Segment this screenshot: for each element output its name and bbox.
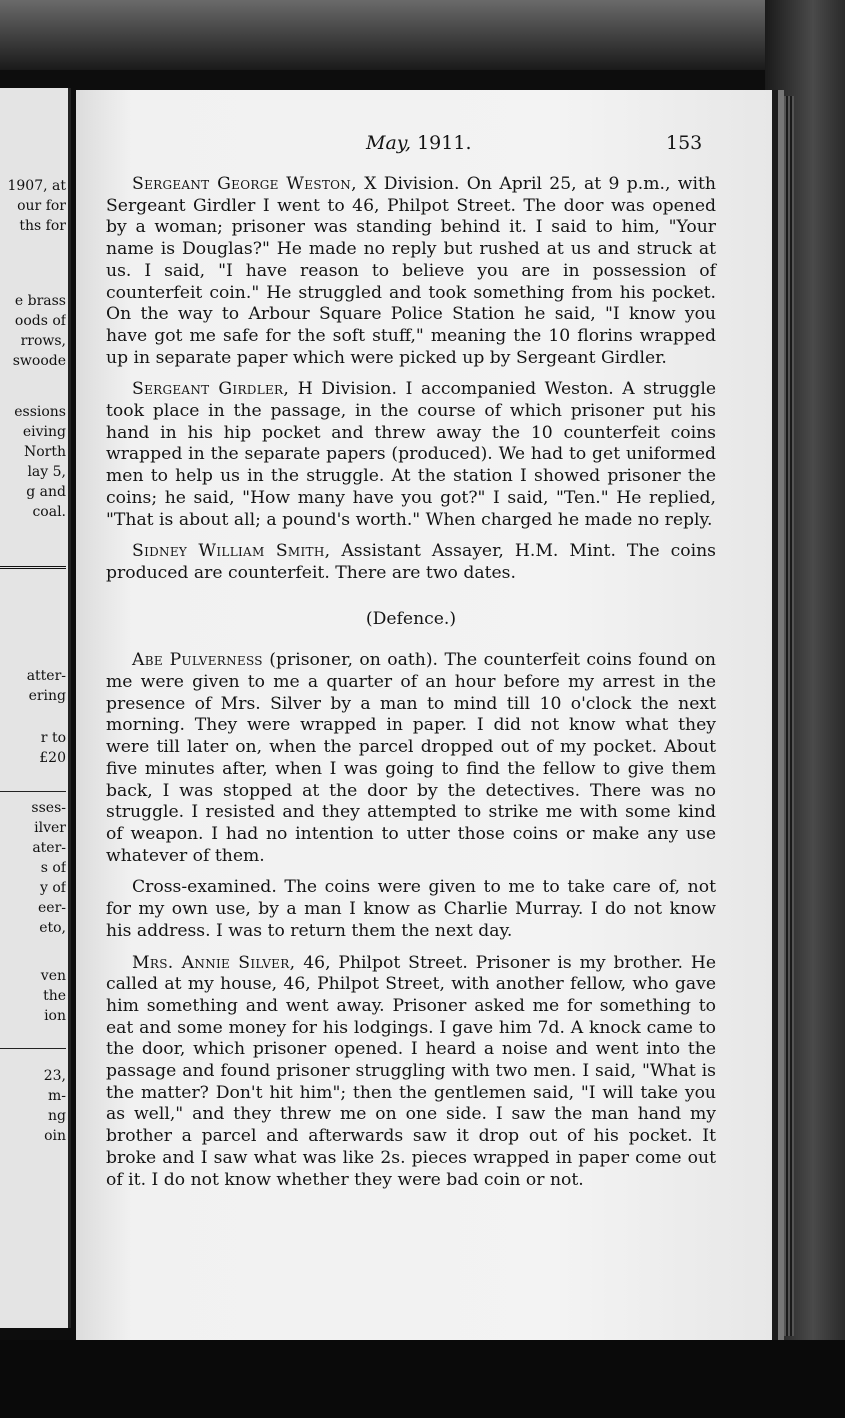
previous-page-fragment: y of bbox=[40, 880, 66, 896]
previous-page-fragment: sses- bbox=[31, 800, 66, 816]
testimony-paragraph bbox=[106, 541, 716, 584]
previous-page-fragment: atter- bbox=[26, 668, 66, 684]
witness-name: Sidney William Smith, bbox=[132, 541, 331, 562]
witness-name: Mrs. Annie Silver, bbox=[132, 952, 296, 973]
testimony-text: X Division. On April 25, at 9 p.m., with Sergeant Girdler I went to 46, Philpot Street. The door was opened by a woman; prisoner was standing behind it. I said to him, "Your name is Douglas?" He made no reply but rushed at us and struck at us. I said, "I have reason to believe you are in possession of counterfeit coin." He struggled and took something from his pocket. On the way to Arbour Square Police Station he said, "I know you have got me safe for the soft stuff," meaning the 10 florins wrapped up in separate paper which were picked up by Sergeant Girdler. bbox=[106, 174, 716, 368]
previous-page-fragment: the bbox=[43, 988, 66, 1004]
previous-page-fragment: essions bbox=[14, 404, 66, 420]
section-rule-thin bbox=[0, 791, 66, 792]
testimony-paragraph bbox=[106, 877, 716, 942]
previous-page-fragment: North bbox=[23, 444, 66, 460]
testimony-text: H Division. I accompanied Weston. A struggle took place in the passage, in the course of which prisoner put his hand in his hip pocket and threw away the 10 counterfeit coins wrapped in the separate papers (produced). We had to get uniformed men to help us in the struggle. At the station I showed prisoner the coins; he said, "How many have you got?" I said, "Ten." He replied, "That is about all; a pound's worth." When charged he made no reply. bbox=[106, 379, 716, 530]
testimony-text: (prisoner, on oath). The counterfeit coins found on me were given to me a quarter of an hour before my arrest in the presence of Mrs. Silver by a man to mind till 10 o'clock the next morning. They were wrapped in paper. I did not know what they were till later on, when the parcel dropped out of my pocket. About five minutes after, when I was going to find the fellow to give them back, I was stopped at the door by the detectives. There was no struggle. I resisted and they attempted to strike me with some kind of weapon. I had no intention to utter those coins or make any use whatever of them. bbox=[106, 650, 716, 866]
section-heading: (Defence.) bbox=[365, 608, 457, 629]
running-head: May, 1911. bbox=[366, 132, 472, 154]
witness-name: Sergeant Girdler, bbox=[132, 379, 290, 400]
section-rule bbox=[0, 566, 66, 569]
body-text bbox=[106, 174, 716, 1201]
previous-page-fragment: rrows, bbox=[20, 333, 66, 349]
testimony-text: Assistant Assayer, H.M. Mint. The coins produced are counterfeit. There are two dates. bbox=[106, 541, 716, 583]
witness-name: Sergeant George Weston, bbox=[132, 174, 357, 194]
previous-page-fragment: m- bbox=[47, 1088, 66, 1104]
previous-page-fragment: ion bbox=[44, 1008, 66, 1024]
previous-page-fragment: 23, bbox=[43, 1068, 66, 1084]
previous-page-fragment: eto, bbox=[39, 920, 66, 936]
testimony-paragraph bbox=[106, 379, 716, 531]
previous-page-fragment: ths for bbox=[19, 218, 66, 234]
previous-page-fragment: swoode bbox=[12, 353, 66, 369]
previous-page-fragment: ven bbox=[40, 968, 66, 984]
previous-page-fragment: ering bbox=[28, 688, 66, 704]
scan-background-bottom bbox=[0, 1340, 845, 1418]
previous-page-fragment: ater- bbox=[32, 840, 66, 856]
previous-page-fragment: ng bbox=[48, 1108, 66, 1124]
page-number: 153 bbox=[666, 132, 703, 154]
testimony-text: 46, Philpot Street. Prisoner is my brother. He called at my house, 46, Philpot Street, with another fellow, who gave him something and went away. Prisoner asked me for something to eat and some money for his lodgings. I gave him 7d. A knock came to the door, which prisoner opened. I heard a noise and went into the passage and found prisoner struggling with two men. I said, "What is the matter? Don't hit him"; then the gentlemen said, "I will take you as well," and they threw me on one side. I saw the man hand my brother a parcel and afterwards saw it drop out of his pocket. It broke and I saw what was like 2s. pieces wrapped in paper come out of it. I do not know whether they were bad coin or not. bbox=[106, 952, 717, 1190]
witness-name: Abe Pulverness bbox=[132, 650, 263, 671]
previous-page-fragment: coal. bbox=[32, 504, 66, 520]
page-header bbox=[76, 132, 772, 156]
previous-page-fragment: r to bbox=[40, 730, 66, 746]
previous-page-fragment: oods of bbox=[14, 313, 66, 329]
previous-page-fragment: oin bbox=[44, 1128, 66, 1144]
scan-background-top bbox=[0, 0, 845, 70]
testimony-paragraph bbox=[106, 953, 716, 1192]
previous-page-fragment: lay 5, bbox=[27, 464, 66, 480]
section-rule-thin bbox=[0, 1048, 66, 1049]
previous-page-fragment: g and bbox=[26, 484, 66, 500]
previous-page-fragment: e brass bbox=[14, 293, 66, 309]
previous-page-fragment: 1907, at bbox=[7, 178, 66, 194]
testimony-text: Cross-examined. The coins were given to me to take care of, not for my own use, by a man I know as Charlie Murray. I do not know his address. I was to return them the next day. bbox=[106, 877, 716, 941]
previous-page-fragment: eer- bbox=[38, 900, 66, 916]
previous-page-strip bbox=[0, 88, 71, 1328]
previous-page-fragment: £20 bbox=[39, 750, 66, 766]
previous-page-fragment: s of bbox=[40, 860, 66, 876]
previous-page-fragment: eiving bbox=[22, 424, 66, 440]
page-edges bbox=[778, 96, 794, 1336]
book-page bbox=[76, 90, 778, 1340]
testimony-paragraph bbox=[106, 174, 716, 369]
testimony-paragraph bbox=[106, 650, 716, 867]
previous-page-fragment: our for bbox=[17, 198, 66, 214]
previous-page-fragment: ilver bbox=[34, 820, 66, 836]
